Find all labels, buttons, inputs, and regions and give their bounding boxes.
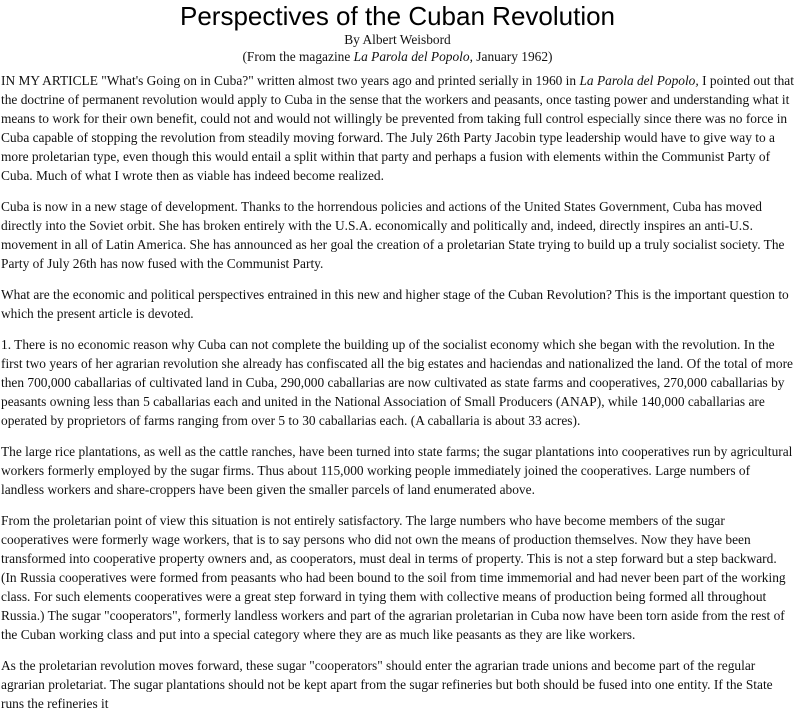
paragraph-4: 1. There is no economic reason why Cuba can not complete the building up of the socialist economy which she began with the revolution. In the first two years of her agrarian revolution she already has confiscated all the big estates and haciendas and nationalized the land. Of the total of more then 700,000 caballarias of cultivated land in Cuba, 290,000 caballarias are now cultivated as state farms and cooperatives, 270,000 caballarias by peasants owning less than 5 caballarias each and united in the National Association of Small Producers (ANAP), while 140,000 caballarias are operated by proprietors of farms ranging from over 5 to 30 caballarias each. (A caballaria is about 33 acres). — [1, 337, 793, 428]
article-byline: By Albert Weisbord — [344, 32, 451, 47]
source-magazine: La Parola del Popolo — [353, 49, 470, 64]
source-prefix: (From the magazine — [242, 49, 354, 64]
paragraph-7: As the proletarian revolution moves forward, these sugar "cooperators" should enter the agrarian trade unions and become part of the regular agrarian proletariat. The sugar plantations should not be kept apart from the sugar refineries but both should be fused into one entity. If the State runs the refineries it — [1, 658, 773, 711]
article-source — [1, 48, 794, 65]
paragraph-1 — [1, 71, 794, 185]
paragraph-3: What are the economic and political perspectives entrained in this new and higher stage of the Cuban Revolution? This is the important question to which the present article is devoted. — [1, 287, 789, 321]
article-page — [0, 1, 796, 713]
paragraph-2: Cuba is now in a new stage of development. Thanks to the horrendous policies and actions of the United States Government, Cuba has moved directly into the Soviet orbit. She has broken entirely with the U.S.A. economically and politically and, indeed, directly inspires an anti-U.S. movement in all of Latin America. She has announced as her goal the creation of a proletarian State trying to build up a truly socialist society. The Party of July 26th has now fused with the Communist Party. — [1, 199, 785, 271]
paragraph-6: From the proletarian point of view this situation is not entirely satisfactory. The large numbers who have become members of the sugar cooperatives were formerly wage workers, that is to say persons who did not own the means of production themselves. Now they have been transformed into cooperative property owners and, as cooperators, must deal in terms of property. This is not a step forward but a step backward. (In Russia cooperatives were formed from peasants who had been bound to the soil from time immemorial and had never been part of the working class. For such elements cooperatives were a great step forward in tying them with collective means of production being formed all throughout Russia.) The sugar "cooperators", formerly landless workers and part of the agrarian proletarian in Cuba now have been torn aside from the rest of the Cuban working class and put into a special category where they are as much like peasants as they are like workers. — [1, 513, 786, 642]
article-title: Perspectives of the Cuban Revolution — [179, 1, 616, 31]
paragraph-1-text: IN MY ARTICLE "What's Going on in Cuba?" written almost two years ago and printed serially in 1960 in — [1, 73, 580, 88]
magazine-name: La Parola del Popolo, — [579, 73, 699, 88]
source-suffix: , January 1962) — [469, 49, 553, 64]
paragraph-1-text-cont: I pointed out that the doctrine of permanent revolution would apply to Cuba in the sense that the workers and peasants, once tasting power and understanding what it means to work for their own benefit, could not and would not willingly be prevented from taking full control especially since there was no force in Cuba capable of stopping the revolution from steadily moving forward. The July 26th Party Jacobin type leadership would have to give way to a more proletarian type, even though this would entail a split within that party and perhaps a fusion with elements within the Communist Party of Cuba. Much of what I wrote then as viable has indeed become realized. — [1, 73, 794, 183]
paragraph-5: The large rice plantations, as well as the cattle ranches, have been turned into state farms; the sugar plantations into cooperatives run by agricultural workers formerly employed by the sugar firms. Thus about 115,000 working people immediately joined the cooperatives. Large numbers of landless workers and share-croppers have been given the smaller parcels of land enumerated above. — [1, 444, 793, 497]
